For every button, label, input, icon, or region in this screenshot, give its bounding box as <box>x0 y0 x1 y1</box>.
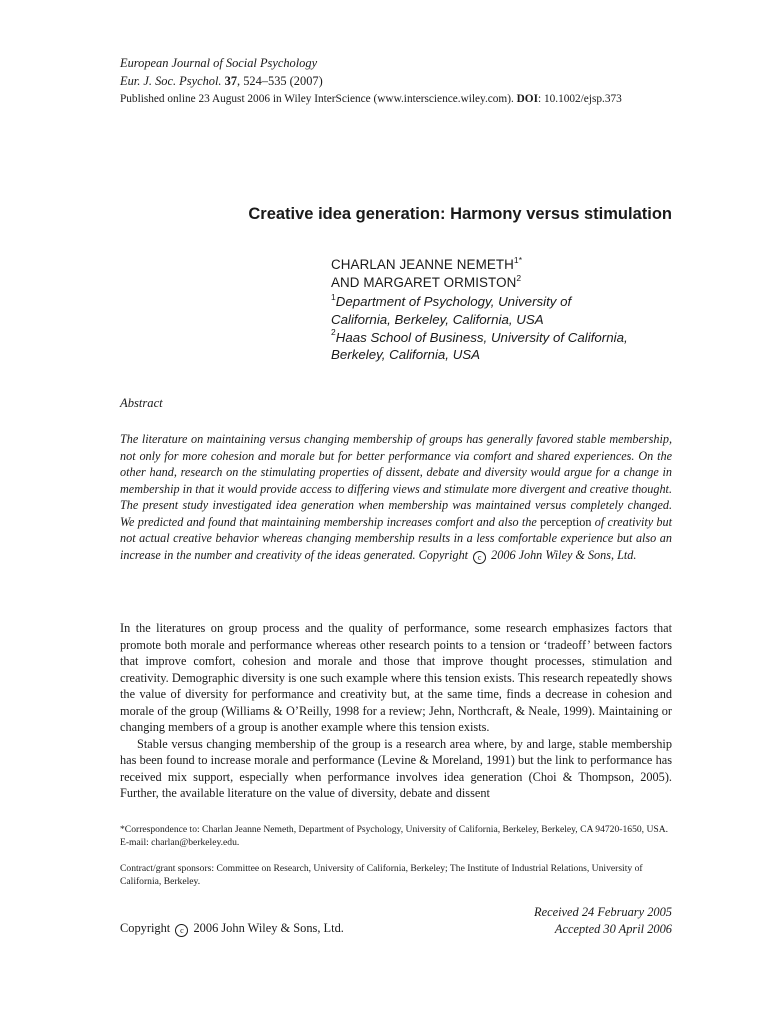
sponsors-footnote: Contract/grant sponsors: Committee on Research, University of California, Berkeley; The Institute of Industrial Relations, University of California, Berkeley. <box>120 863 643 887</box>
abstract-text-part-2: of creativity but not actual creative behavior whereas changing membership results in a less comfortable experience but also an increase in the number and creativity of the ideas generated. Copyright <box>120 514 672 562</box>
received-date: Received 24 February 2005 <box>534 905 672 919</box>
published-online: Published online 23 August 2006 in Wiley InterScience (www.interscience.wiley.com). <box>120 93 514 105</box>
copyright-prefix: Copyright <box>120 921 171 935</box>
doi-label: DOI <box>516 93 538 105</box>
article-body <box>120 620 672 802</box>
author-2-name: AND MARGARET ORMISTON <box>331 275 517 290</box>
copyright-symbol-footer: c <box>175 924 188 937</box>
copyright-symbol: c <box>473 551 486 564</box>
affiliation-2-text: Haas School of Business, University of California, <box>335 329 628 345</box>
correspondence-footnote: *Correspondence to: Charlan Jeanne Nemeth, Department of Psychology, University of California, Berkeley, Berkeley, CA 94720-1650, USA. E-mail: charlan@berkeley.edu. <box>120 824 669 848</box>
received-dates <box>534 904 672 938</box>
article-title: Creative idea generation: Harmony versus stimulation <box>248 205 672 223</box>
copyright-suffix: 2006 John Wiley & Sons, Ltd. <box>193 921 344 935</box>
affiliation-1-text: Department of Psychology, University of <box>335 294 572 309</box>
abstract-heading: Abstract <box>120 396 163 410</box>
copyright-footer <box>120 921 344 937</box>
author-1-name: CHARLAN JEANNE NEMETH <box>331 257 514 272</box>
affiliation-2-marker: 2 <box>331 327 336 338</box>
body-paragraph-1: In the literatures on group process and the quality of performance, some research emphasizes factors that promote both morale and performance whereas other research points to a tension or ‘tradeoff’ between factors that improve comfort, cohesion and morale and those that improve thought processes, stimulation and creativity. Demographic diversity is one such example where this tension exists. This research repeatedly shows the value of diversity for performance and creativity but, at the same time, finds a decrease in cohesion and morale of the group (Williams & O’Reilly, 1998 for a review; Jehn, Northcraft, & Neale, 1999). Maintaining or changing members of a group is another example where this tension exists. <box>120 621 672 734</box>
volume-number: 37 <box>224 74 238 88</box>
author-1 <box>331 256 522 274</box>
affiliation-2-line-1 <box>331 329 628 347</box>
publication-info <box>120 90 622 108</box>
author-2 <box>331 274 522 292</box>
abstract-text-part-1: The literature on maintaining versus changing membership of groups has generally favored stable membership, not only for more cohesion and morale but for better performance via comfort and shared experiences. On the other hand, research on the stimulating properties of dissent, debate and diversity would argue for a change in membership in that it would provide access to differing views and stimulate more divergent and creative thought. The present study investigated idea generation when membership was maintained versus completely changed. We predicted and found that maintaining membership increases comfort and also the <box>120 432 672 529</box>
affiliation-1-line-2: California, Berkeley, California, USA <box>331 311 544 327</box>
affiliation-1-line-1 <box>331 293 628 311</box>
body-paragraph-2: Stable versus changing membership of the group is a research area where, by and large, stable membership has been found to increase morale and performance (Levine & Moreland, 1991) but the link to performance has received mix support, especially when performance involves idea generation (Choi & Thompson, 2005). Further, the available literature on the value of diversity, debate and dissent <box>120 736 672 800</box>
citation-abbrev: Eur. J. Soc. Psychol. <box>120 74 222 88</box>
author-1-marker: 1* <box>513 254 523 265</box>
abstract-emphasis: perception <box>540 514 592 529</box>
abstract-text <box>120 431 672 564</box>
affiliation-1-marker: 1 <box>331 291 336 302</box>
author-2-marker: 2 <box>516 272 522 283</box>
affiliation-2-line-2: Berkeley, California, USA <box>331 347 481 363</box>
author-list <box>331 256 522 292</box>
accepted-date: Accepted 30 April 2006 <box>554 922 672 936</box>
journal-citation <box>120 72 622 90</box>
journal-header <box>120 54 622 108</box>
abstract-text-part-3: 2006 John Wiley & Sons, Ltd. <box>491 547 637 562</box>
doi-value: : 10.1002/ejsp.373 <box>537 93 622 105</box>
pages-year: , 524–535 (2007) <box>237 74 323 88</box>
journal-name: European Journal of Social Psychology <box>120 56 318 70</box>
affiliation-list <box>331 293 628 364</box>
